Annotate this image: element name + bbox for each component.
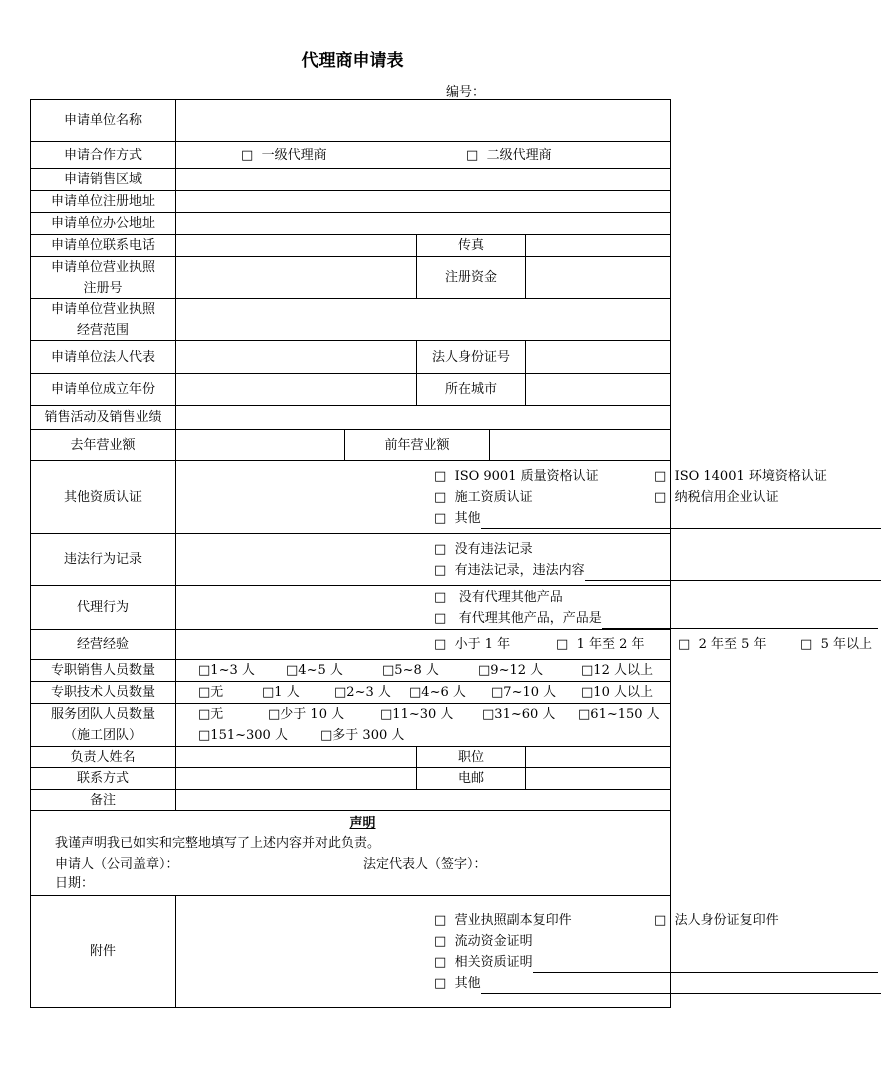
tech-staff-field — [175, 681, 671, 704]
person-in-charge-label: 负责人姓名 — [30, 746, 176, 768]
checkbox-level1[interactable]: □ 一级代理商 — [241, 147, 327, 163]
year-before-field[interactable] — [489, 429, 671, 461]
checkbox-team-151-300[interactable]: □151~300 人 — [198, 728, 288, 743]
legal-rep-sign-label: 法定代表人（签字）： — [363, 857, 487, 872]
checkbox-has-violation[interactable]: □ 有违法记录，违法内容 — [434, 560, 881, 581]
position-label: 职位 — [416, 746, 526, 768]
legal-rep-field[interactable] — [175, 340, 417, 374]
checkbox-license-copy[interactable]: □ 营业执照副本复印件 — [434, 912, 572, 928]
reg-address-field[interactable] — [175, 190, 671, 213]
checkbox-sales-12plus[interactable]: □12 人以上 — [581, 663, 653, 678]
sales-staff-field — [175, 659, 671, 682]
checkbox-no-agency[interactable]: □ 没有代理其他产品 — [434, 589, 563, 605]
violation-label: 违法行为记录 — [30, 533, 176, 586]
checkbox-team-none[interactable]: □无 — [198, 707, 224, 722]
office-address-field[interactable] — [175, 212, 671, 235]
checkbox-qual-other[interactable]: □ 其他 — [434, 508, 881, 529]
checkbox-exp-1to2[interactable]: □ 1 年至 2 年 — [556, 637, 645, 652]
other-qual-field — [175, 460, 827, 534]
service-team-label: 服务团队人员数量 （施工团队） — [30, 703, 176, 747]
city-field[interactable] — [525, 373, 671, 406]
checkbox-tech-4-6[interactable]: □4~6 人 — [409, 685, 466, 700]
last-year-label: 去年营业额 — [30, 429, 176, 461]
checkbox-id-copy[interactable]: □ 法人身份证复印件 — [654, 912, 779, 928]
office-address-label: 申请单位办公地址 — [30, 212, 176, 235]
founded-year-label: 申请单位成立年份 — [30, 373, 176, 406]
fax-field[interactable] — [525, 234, 671, 257]
checkbox-attach-other[interactable]: □ 其他 — [434, 973, 881, 994]
checkbox-iso14001[interactable]: □ ISO 14001 环境资格认证 — [654, 468, 827, 484]
reg-capital-field[interactable] — [525, 256, 671, 299]
founded-year-field[interactable] — [175, 373, 417, 406]
checkbox-exp-2to5[interactable]: □ 2 年至 5 年 — [678, 637, 767, 652]
checkbox-level2[interactable]: □ 二级代理商 — [466, 147, 552, 163]
contact-field[interactable] — [175, 767, 417, 790]
phone-label: 申请单位联系电话 — [30, 234, 176, 257]
declaration-section — [30, 810, 671, 896]
checkbox-sales-9-12[interactable]: □9~12 人 — [478, 663, 544, 678]
checkbox-exp-lt1[interactable]: □ 小于 1 年 — [434, 637, 511, 652]
violation-field — [175, 533, 671, 586]
checkbox-tax-credit[interactable]: □ 纳税信用企业认证 — [654, 489, 779, 505]
city-label: 所在城市 — [416, 373, 526, 406]
unit-name-field[interactable] — [175, 99, 671, 142]
checkbox-sales-4-5[interactable]: □4~5 人 — [286, 663, 343, 678]
applicant-seal-label: 申请人（公司盖章）： — [55, 857, 179, 872]
license-no-label: 申请单位营业执照 注册号 — [30, 256, 176, 299]
attachments-field — [175, 895, 779, 1008]
date-label: 日期： — [55, 876, 95, 891]
sales-perf-field — [175, 405, 671, 430]
contact-label: 联系方式 — [30, 767, 176, 790]
person-in-charge-field[interactable] — [175, 746, 417, 768]
checkbox-sales-1-3[interactable]: □1~3 人 — [198, 663, 255, 678]
position-field[interactable] — [525, 746, 671, 768]
checkbox-qual-proof[interactable]: □ 相关资质证明 — [434, 952, 878, 973]
attachments-label: 附件 — [30, 895, 176, 1008]
checkbox-capital-proof[interactable]: □ 流动资金证明 — [434, 933, 533, 949]
email-field[interactable] — [525, 767, 671, 790]
service-team-field — [175, 703, 671, 747]
checkbox-tech-2-3[interactable]: □2~3 人 — [334, 685, 391, 700]
experience-field — [175, 629, 872, 660]
scope-field[interactable] — [175, 298, 671, 341]
checkbox-tech-10plus[interactable]: □10 人以上 — [581, 685, 653, 700]
reg-capital-label: 注册资金 — [416, 256, 526, 299]
agency-label: 代理行为 — [30, 585, 176, 630]
checkbox-team-gt300[interactable]: □多于 300 人 — [320, 728, 405, 743]
coop-mode-label: 申请合作方式 — [30, 141, 176, 169]
agency-field — [175, 585, 671, 630]
remarks-label: 备注 — [30, 789, 176, 811]
year-before-label: 前年营业额 — [344, 429, 490, 461]
checkbox-team-11-30[interactable]: □11~30 人 — [380, 707, 454, 722]
checkbox-sales-5-8[interactable]: □5~8 人 — [382, 663, 439, 678]
remarks-field[interactable] — [175, 789, 671, 811]
license-no-field[interactable] — [175, 256, 417, 299]
experience-label: 经营经验 — [30, 629, 176, 660]
phone-field[interactable] — [175, 234, 417, 257]
checkbox-tech-none[interactable]: □无 — [198, 685, 224, 700]
other-qual-label: 其他资质认证 — [30, 460, 176, 534]
checkbox-no-violation[interactable]: □ 没有违法记录 — [434, 541, 533, 557]
sales-perf-label: 销售活动及销售业绩 — [30, 405, 176, 430]
checkbox-team-61-150[interactable]: □61~150 人 — [578, 707, 660, 722]
checkbox-construction-qual[interactable]: □ 施工资质认证 — [434, 489, 533, 505]
checkbox-tech-1[interactable]: □1 人 — [262, 685, 300, 700]
tech-staff-label: 专职技术人员数量 — [30, 681, 176, 704]
declaration-text: 我谨声明我已如实和完整地填写了上述内容并对此负责。 — [55, 836, 381, 851]
fax-label: 传真 — [416, 234, 526, 257]
checkbox-has-agency[interactable]: □ 有代理其他产品，产品是 — [434, 608, 878, 629]
legal-id-label: 法人身份证号 — [416, 340, 526, 374]
legal-rep-label: 申请单位法人代表 — [30, 340, 176, 374]
scope-label: 申请单位营业执照 经营范围 — [30, 298, 176, 341]
email-label: 电邮 — [416, 767, 526, 790]
coop-mode-field — [175, 141, 671, 169]
page-title: 代理商申请表 — [301, 51, 404, 71]
sales-staff-label: 专职销售人员数量 — [30, 659, 176, 682]
checkbox-team-lt10[interactable]: □少于 10 人 — [268, 707, 345, 722]
reg-address-label: 申请单位注册地址 — [30, 190, 176, 213]
legal-id-field[interactable] — [525, 340, 671, 374]
sales-area-field[interactable] — [175, 168, 671, 191]
checkbox-iso9001[interactable]: □ ISO 9001 质量资格认证 — [434, 468, 599, 484]
serial-number-label: 编号： — [446, 85, 486, 100]
checkbox-exp-gt5[interactable]: □ 5 年以上 — [800, 637, 872, 652]
declaration-heading: 声明 — [349, 816, 376, 831]
checkbox-team-31-60[interactable]: □31~60 人 — [482, 707, 556, 722]
sales-area-label: 申请销售区域 — [30, 168, 176, 191]
last-year-field[interactable] — [175, 429, 345, 461]
unit-name-label: 申请单位名称 — [30, 99, 176, 142]
checkbox-tech-7-10[interactable]: □7~10 人 — [491, 685, 557, 700]
